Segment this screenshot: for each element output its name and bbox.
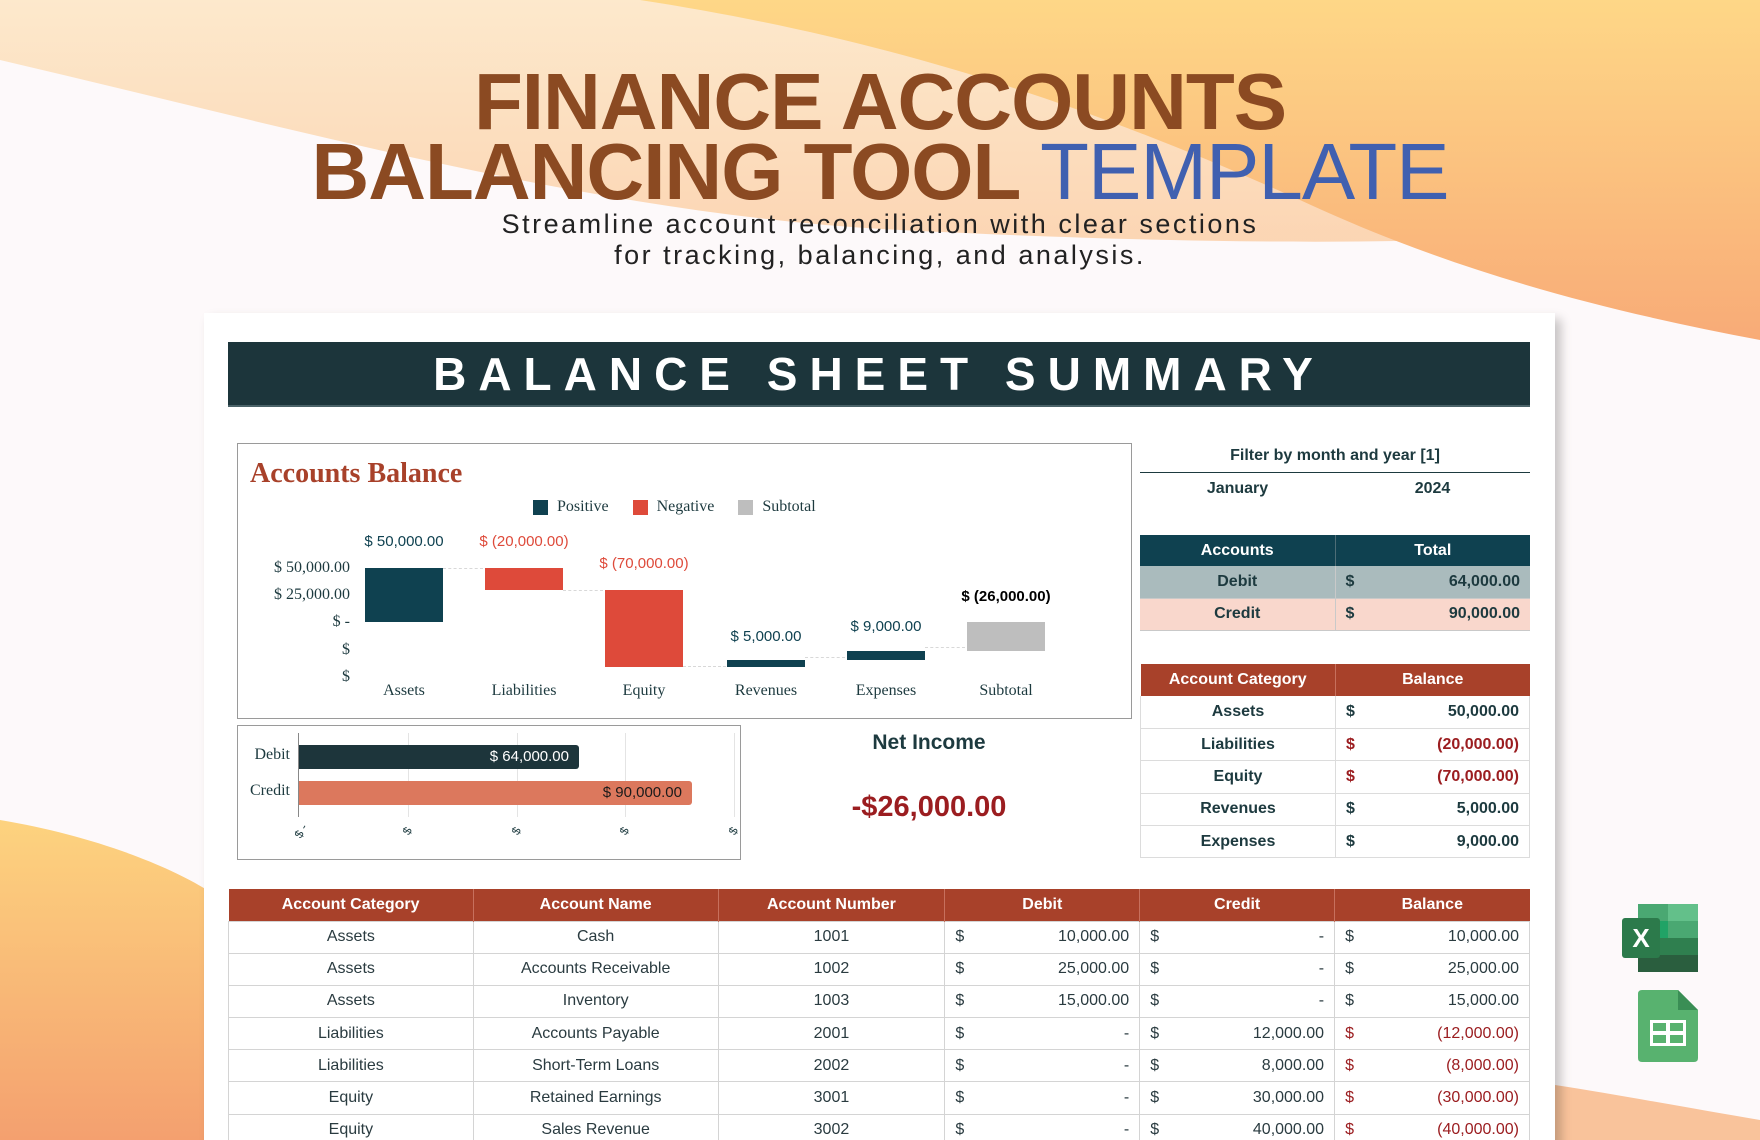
connector-line bbox=[443, 568, 483, 569]
currency-symbol: $ bbox=[1345, 1121, 1354, 1139]
x-tick: Revenues bbox=[734, 682, 798, 699]
debit-credit-chart[interactable] bbox=[237, 725, 741, 860]
bar-value-label: $ 5,000.00 bbox=[730, 628, 802, 645]
cell-debit[interactable] bbox=[945, 921, 1140, 953]
chart-title: Accounts Balance bbox=[250, 458, 463, 489]
net-income-label: Net Income bbox=[872, 731, 986, 754]
currency-symbol: $ bbox=[1150, 992, 1160, 1010]
cell-text: 1001 bbox=[813, 928, 850, 946]
column-header-credit[interactable]: Credit bbox=[1140, 889, 1335, 921]
table-row bbox=[1141, 826, 1530, 858]
column-header-category[interactable]: Account Category bbox=[229, 889, 474, 921]
connector-line bbox=[563, 590, 603, 591]
x-tick: $ - bbox=[291, 821, 311, 841]
cell-text: Liabilities bbox=[317, 1024, 384, 1042]
cell-category[interactable] bbox=[229, 1114, 474, 1140]
cell-account-name[interactable] bbox=[473, 921, 718, 953]
currency-symbol: $ bbox=[1345, 605, 1355, 622]
table-row bbox=[229, 1082, 1530, 1114]
cell-account-number[interactable] bbox=[718, 1050, 945, 1082]
cell-account-name[interactable] bbox=[473, 953, 718, 985]
cell-balance[interactable] bbox=[1335, 985, 1530, 1017]
amount-value: - bbox=[1123, 1056, 1130, 1074]
amount-value: 64,000.00 bbox=[1448, 572, 1520, 590]
bar-value-label: $ 50,000.00 bbox=[364, 533, 444, 550]
cell-balance[interactable] bbox=[1335, 1050, 1530, 1082]
row-label[interactable]: Equity bbox=[1141, 761, 1336, 793]
cell-category[interactable] bbox=[229, 953, 474, 985]
table-row bbox=[1141, 696, 1530, 728]
currency-symbol: $ bbox=[1150, 1121, 1160, 1139]
currency-symbol: $ bbox=[1150, 1056, 1160, 1074]
cell-credit[interactable] bbox=[1140, 1114, 1335, 1140]
subtitle-line2: for tracking, balancing, and analysis. bbox=[614, 240, 1146, 270]
cell-category[interactable] bbox=[229, 1018, 474, 1050]
column-header: Total bbox=[1335, 535, 1530, 566]
column-header-balance[interactable]: Balance bbox=[1335, 889, 1530, 921]
amount-value: - bbox=[1318, 960, 1325, 978]
table-row bbox=[1141, 793, 1530, 825]
cell-account-number[interactable] bbox=[718, 953, 945, 985]
amount-value: (40,000.00) bbox=[1437, 1121, 1519, 1139]
cell-credit[interactable] bbox=[1140, 1050, 1335, 1082]
cell-text: Equity bbox=[328, 1089, 374, 1107]
cell-credit[interactable] bbox=[1140, 985, 1335, 1017]
row-label[interactable]: Liabilities bbox=[1141, 728, 1336, 760]
amount-value: (8,000.00) bbox=[1446, 1056, 1519, 1074]
amount-value: 5,000.00 bbox=[1456, 800, 1519, 818]
currency-symbol: $ bbox=[1150, 1024, 1160, 1042]
x-tick: Liabilities bbox=[491, 682, 557, 699]
column-header: Balance bbox=[1336, 664, 1530, 696]
table-row bbox=[229, 1018, 1530, 1050]
cell-account-number[interactable] bbox=[718, 1082, 945, 1114]
cell-text: Accounts Receivable bbox=[520, 960, 671, 978]
excel-icon[interactable] bbox=[1622, 904, 1700, 974]
amount-cell[interactable] bbox=[1336, 728, 1530, 760]
amount-value: (20,000.00) bbox=[1437, 735, 1519, 753]
cell-credit[interactable] bbox=[1140, 1082, 1335, 1114]
cell-text: Retained Earnings bbox=[529, 1089, 662, 1107]
column-header-debit[interactable]: Debit bbox=[945, 889, 1140, 921]
legend-label: Subtotal bbox=[762, 498, 816, 515]
bar-value-label: $ (26,000.00) bbox=[961, 588, 1051, 605]
amount-value: - bbox=[1318, 992, 1325, 1010]
table-row bbox=[229, 921, 1530, 953]
subtitle-line1: Streamline account reconciliation with clear sections bbox=[501, 209, 1259, 239]
cell-category[interactable] bbox=[229, 921, 474, 953]
amount-value: - bbox=[1123, 1024, 1130, 1042]
amount-value: - bbox=[1318, 928, 1325, 946]
totals-table bbox=[1140, 535, 1530, 631]
net-income-value: -$26,000.00 bbox=[851, 791, 1007, 823]
amount-value: 9,000.00 bbox=[1456, 832, 1519, 850]
amount-cell[interactable] bbox=[1336, 761, 1530, 793]
currency-symbol: $ bbox=[1346, 767, 1355, 785]
month-year-filter bbox=[1140, 443, 1530, 498]
y-tick: $ bbox=[342, 641, 350, 658]
currency-symbol: $ bbox=[1345, 1056, 1354, 1074]
cell-account-number[interactable] bbox=[718, 1018, 945, 1050]
amount-cell[interactable] bbox=[1336, 826, 1530, 858]
cell-category[interactable] bbox=[229, 1050, 474, 1082]
table-row bbox=[229, 985, 1530, 1017]
row-label[interactable]: Revenues bbox=[1141, 793, 1336, 825]
legend-label: Negative bbox=[656, 498, 715, 515]
currency-symbol: $ bbox=[955, 992, 965, 1010]
cell-text: Inventory bbox=[562, 992, 629, 1010]
currency-symbol: $ bbox=[1150, 928, 1160, 946]
amount-value: (30,000.00) bbox=[1437, 1089, 1519, 1107]
cell-text: 3002 bbox=[813, 1121, 850, 1139]
cell-text: 1002 bbox=[813, 960, 850, 978]
bar-liabilities[interactable] bbox=[485, 568, 563, 590]
table-header-row bbox=[1141, 664, 1530, 696]
legend-label: Positive bbox=[557, 498, 609, 515]
cell-debit[interactable] bbox=[945, 1050, 1140, 1082]
x-tick: Assets bbox=[383, 682, 425, 699]
amount-value: (70,000.00) bbox=[1437, 767, 1519, 785]
chart-legend bbox=[533, 498, 816, 516]
currency-symbol: $ bbox=[1345, 928, 1354, 946]
amount-value: 50,000.00 bbox=[1447, 702, 1519, 720]
row-label[interactable]: Debit bbox=[1140, 566, 1335, 598]
filter-month-cell[interactable]: January bbox=[1206, 480, 1269, 497]
currency-symbol: $ bbox=[1346, 702, 1355, 720]
cell-account-name[interactable] bbox=[473, 985, 718, 1017]
cell-debit[interactable] bbox=[945, 985, 1140, 1017]
column-header-name[interactable]: Account Name bbox=[473, 889, 718, 921]
table-row bbox=[229, 953, 1530, 985]
page-title-line2-main: BALANCING TOOL bbox=[311, 127, 1019, 216]
cell-balance[interactable] bbox=[1335, 1018, 1530, 1050]
table-row bbox=[1141, 761, 1530, 793]
cell-text: Assets bbox=[326, 992, 375, 1010]
cell-account-number[interactable] bbox=[718, 985, 945, 1017]
column-header: Account Category bbox=[1141, 664, 1336, 696]
y-tick: $ 50,000.00 bbox=[274, 559, 350, 576]
amount-value: 15,000.00 bbox=[1058, 992, 1130, 1010]
amount-cell[interactable] bbox=[1335, 598, 1530, 630]
column-header-number[interactable]: Account Number bbox=[718, 889, 945, 921]
bar-value-label: $ (70,000.00) bbox=[599, 555, 689, 572]
cell-debit[interactable] bbox=[945, 1114, 1140, 1140]
cell-category[interactable] bbox=[229, 1082, 474, 1114]
currency-symbol: $ bbox=[1346, 800, 1355, 818]
accounts-balance-chart[interactable] bbox=[237, 443, 1132, 719]
currency-symbol: $ bbox=[955, 960, 965, 978]
currency-symbol: $ bbox=[1345, 960, 1354, 978]
connector-line bbox=[683, 666, 726, 667]
category-balance-table bbox=[1140, 664, 1530, 858]
table-header-row bbox=[229, 889, 1530, 921]
bar-debit[interactable]: $ 64,000.00 bbox=[299, 745, 579, 769]
amount-value: 8,000.00 bbox=[1261, 1056, 1325, 1074]
currency-symbol: $ bbox=[955, 1056, 965, 1074]
cell-text: Liabilities bbox=[317, 1056, 384, 1074]
bar-subtotal[interactable] bbox=[967, 622, 1045, 651]
y-tick: $ 25,000.00 bbox=[274, 586, 350, 603]
cell-account-name[interactable] bbox=[473, 1114, 718, 1140]
cell-text: Accounts Payable bbox=[531, 1024, 660, 1042]
connector-line bbox=[805, 657, 845, 658]
currency-symbol: $ bbox=[955, 928, 965, 946]
cell-text: Assets bbox=[326, 960, 375, 978]
amount-value: - bbox=[1123, 1121, 1130, 1139]
currency-symbol: $ bbox=[955, 1024, 965, 1042]
cell-debit[interactable] bbox=[945, 953, 1140, 985]
cell-text: Sales Revenue bbox=[541, 1121, 650, 1139]
amount-value: 90,000.00 bbox=[1448, 605, 1520, 622]
x-tick: $ bbox=[508, 824, 525, 838]
bar-value-label: $ (20,000.00) bbox=[479, 533, 569, 550]
amount-value: 15,000.00 bbox=[1447, 992, 1519, 1010]
amount-value: 25,000.00 bbox=[1058, 960, 1130, 978]
cell-credit[interactable] bbox=[1140, 953, 1335, 985]
cell-balance[interactable] bbox=[1335, 1114, 1530, 1140]
currency-symbol: $ bbox=[1345, 1089, 1354, 1107]
amount-value: - bbox=[1123, 1089, 1130, 1107]
amount-value: 12,000.00 bbox=[1252, 1024, 1325, 1042]
cell-text: 2002 bbox=[813, 1056, 850, 1074]
x-tick: Expenses bbox=[855, 682, 917, 699]
currency-symbol: $ bbox=[1150, 1089, 1160, 1107]
connector-line bbox=[925, 647, 965, 648]
currency-symbol: $ bbox=[955, 1089, 965, 1107]
legend-swatch-negative bbox=[633, 500, 648, 515]
currency-symbol: $ bbox=[955, 1121, 965, 1139]
amount-value: 10,000.00 bbox=[1058, 928, 1130, 946]
currency-symbol: $ bbox=[1346, 735, 1355, 753]
row-label[interactable]: Expenses bbox=[1141, 826, 1336, 858]
currency-symbol: $ bbox=[1346, 832, 1355, 850]
bar-expenses[interactable] bbox=[847, 651, 925, 660]
legend-positive bbox=[533, 498, 609, 516]
amount-value: 40,000.00 bbox=[1252, 1121, 1325, 1139]
cell-account-number[interactable] bbox=[718, 1114, 945, 1140]
currency-symbol: $ bbox=[1345, 992, 1354, 1010]
filter-values bbox=[1140, 473, 1530, 498]
page-title-line1: FINANCE ACCOUNTS bbox=[473, 57, 1287, 146]
page-subtitle bbox=[0, 209, 1760, 271]
table-row bbox=[229, 1114, 1530, 1140]
google-sheets-icon[interactable] bbox=[1638, 990, 1698, 1062]
y-axis bbox=[238, 444, 350, 720]
gridline bbox=[734, 733, 735, 817]
amount-cell[interactable] bbox=[1335, 566, 1530, 598]
y-tick: $ - bbox=[332, 613, 350, 630]
page-title-line2 bbox=[0, 127, 1760, 216]
bar-category-label: Credit bbox=[250, 782, 290, 799]
x-tick: $ bbox=[725, 824, 742, 838]
cell-account-name[interactable] bbox=[473, 1018, 718, 1050]
bar-assets[interactable] bbox=[365, 568, 443, 622]
filter-year-cell[interactable]: 2024 bbox=[1414, 480, 1451, 497]
row-label[interactable]: Assets bbox=[1141, 696, 1336, 728]
bar-revenues[interactable] bbox=[727, 660, 805, 667]
cell-credit[interactable] bbox=[1140, 1018, 1335, 1050]
spreadsheet-preview-card bbox=[204, 313, 1555, 1140]
amount-value: 10,000.00 bbox=[1447, 928, 1519, 946]
legend-negative bbox=[633, 498, 715, 516]
legend-subtotal bbox=[738, 498, 815, 516]
accounts-table bbox=[228, 889, 1530, 1140]
x-tick: $ bbox=[616, 824, 633, 838]
currency-symbol: $ bbox=[1150, 960, 1160, 978]
bar-credit[interactable]: $ 90,000.00 bbox=[299, 781, 692, 805]
page-title-accent: TEMPLATE bbox=[1040, 127, 1449, 216]
amount-cell[interactable] bbox=[1336, 793, 1530, 825]
x-tick: $ bbox=[399, 824, 416, 838]
bar-value-label: $ 9,000.00 bbox=[850, 618, 922, 635]
legend-swatch-positive bbox=[533, 500, 548, 515]
legend-swatch-subtotal bbox=[738, 500, 753, 515]
cell-balance[interactable] bbox=[1335, 921, 1530, 953]
y-tick: $ bbox=[342, 668, 350, 685]
bar-equity[interactable] bbox=[605, 590, 683, 667]
cell-text: Assets bbox=[326, 928, 375, 946]
cell-account-number[interactable] bbox=[718, 921, 945, 953]
cell-credit[interactable] bbox=[1140, 921, 1335, 953]
amount-value: 25,000.00 bbox=[1447, 960, 1519, 978]
table-row bbox=[1140, 598, 1530, 630]
currency-symbol: $ bbox=[1345, 572, 1355, 590]
svg-text:X: X bbox=[1632, 923, 1650, 953]
cell-text: 1003 bbox=[813, 992, 850, 1010]
table-row bbox=[1141, 728, 1530, 760]
cell-category[interactable] bbox=[229, 985, 474, 1017]
cell-text: Equity bbox=[328, 1121, 374, 1139]
x-tick: Equity bbox=[622, 682, 666, 699]
table-row bbox=[229, 1050, 1530, 1082]
cell-account-name[interactable] bbox=[473, 1082, 718, 1114]
bar-category-label: Debit bbox=[254, 746, 290, 763]
amount-value: (12,000.00) bbox=[1437, 1024, 1519, 1042]
cell-balance[interactable] bbox=[1335, 1082, 1530, 1114]
cell-debit[interactable] bbox=[945, 1018, 1140, 1050]
cell-text: 3001 bbox=[813, 1089, 850, 1107]
cell-text: 2001 bbox=[813, 1024, 850, 1042]
amount-cell[interactable] bbox=[1336, 696, 1530, 728]
section-banner: BALANCE SHEET SUMMARY bbox=[228, 342, 1530, 407]
cell-debit[interactable] bbox=[945, 1082, 1140, 1114]
row-label[interactable]: Credit bbox=[1140, 598, 1335, 630]
cell-account-name[interactable] bbox=[473, 1050, 718, 1082]
amount-value: 30,000.00 bbox=[1252, 1089, 1325, 1107]
cell-balance[interactable] bbox=[1335, 953, 1530, 985]
table-row bbox=[1140, 566, 1530, 598]
table-header-row bbox=[1140, 535, 1530, 566]
x-tick: Subtotal bbox=[979, 682, 1033, 699]
column-header: Accounts bbox=[1140, 535, 1335, 566]
filter-title: Filter by month and year [1] bbox=[1140, 443, 1530, 473]
currency-symbol: $ bbox=[1345, 1024, 1354, 1042]
cell-text: Cash bbox=[576, 928, 615, 946]
cell-text: Short-Term Loans bbox=[532, 1056, 660, 1074]
